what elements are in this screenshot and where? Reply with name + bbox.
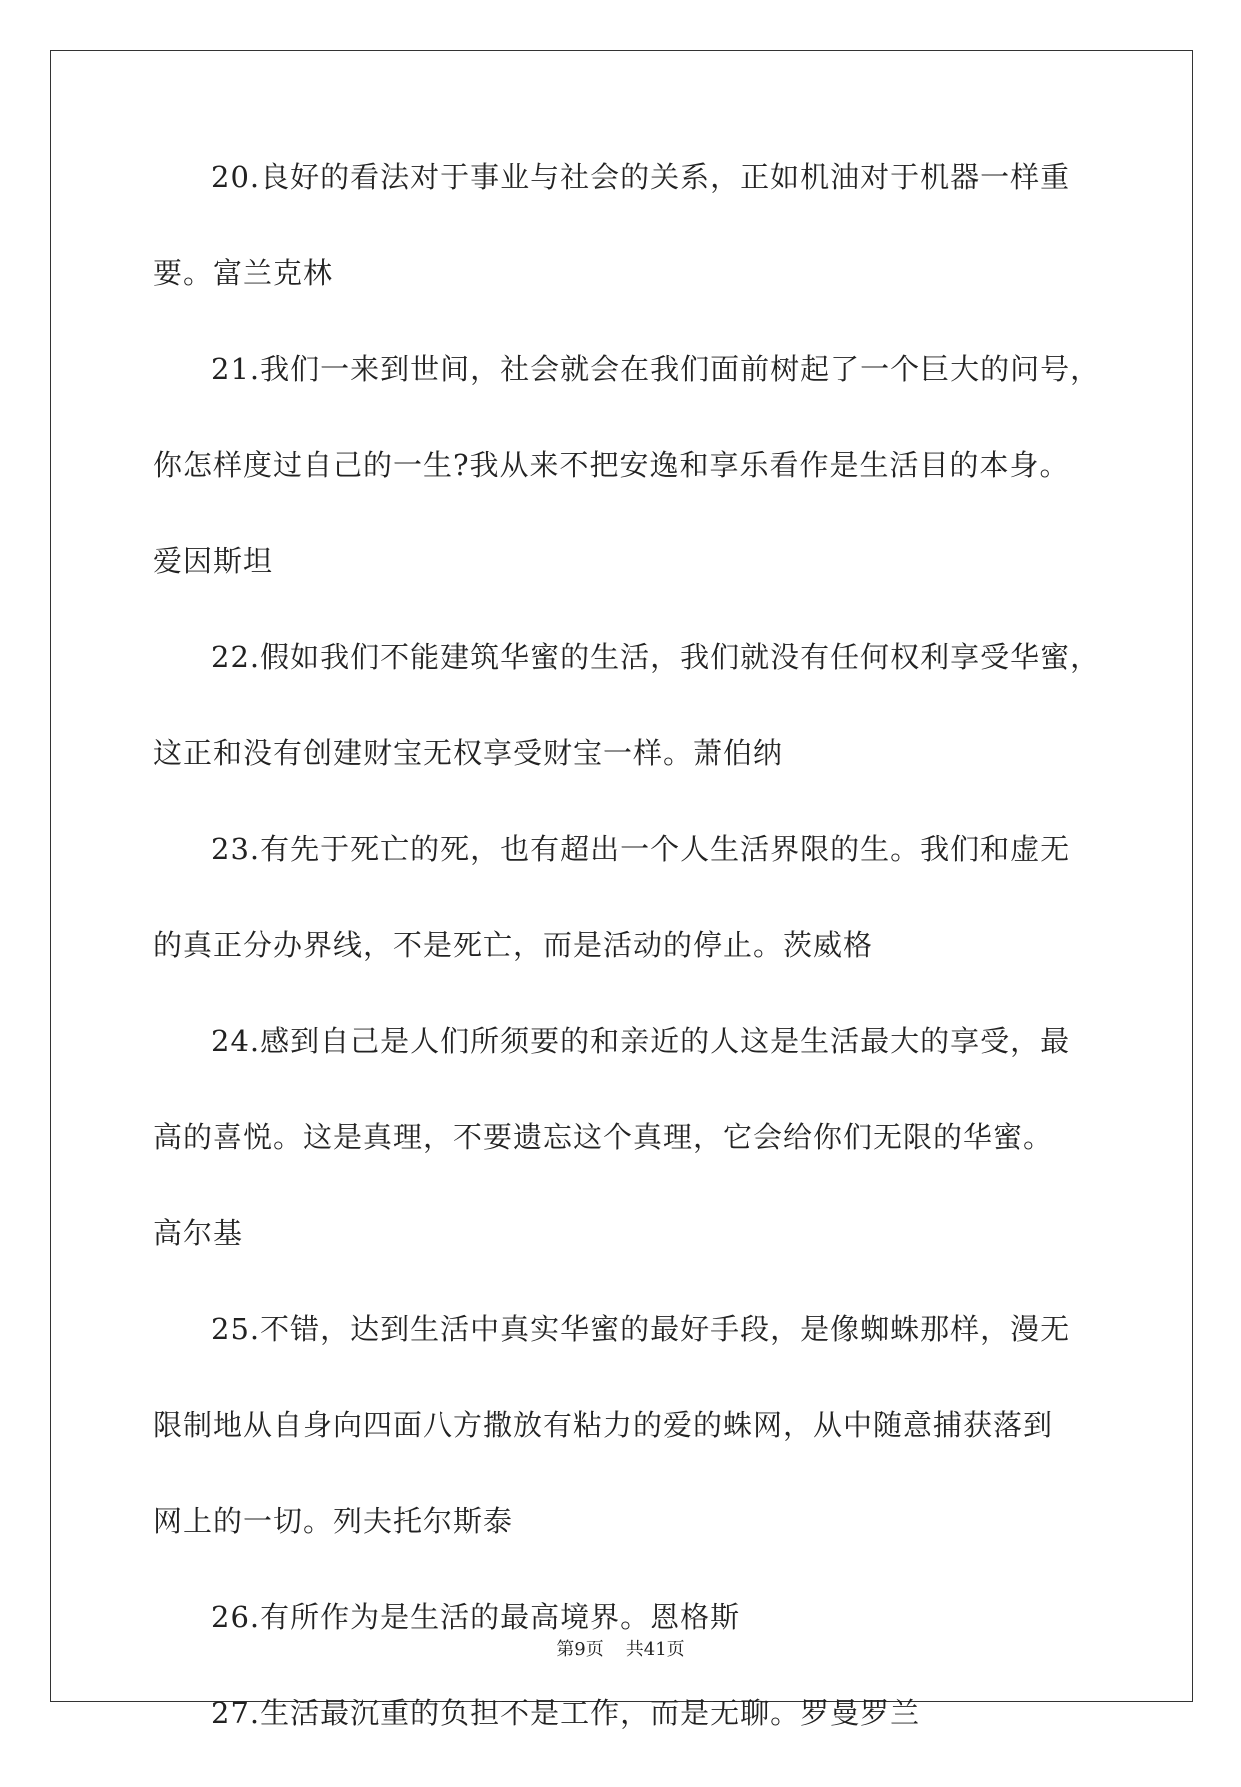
text-line: 22.假如我们不能建筑华蜜的生活，我们就没有任何权利享受华蜜， xyxy=(211,640,1101,674)
text-line: 20.良好的看法对于事业与社会的关系，正如机油对于机器一样重 xyxy=(211,160,1071,194)
text-line: 这正和没有创建财宝无权享受财宝一样。萧伯纳 xyxy=(153,736,784,770)
text-line: 高尔基 xyxy=(153,1216,244,1250)
page-total: 共41页 xyxy=(625,1639,685,1660)
text-line: 27.生活最沉重的负担不是工作，而是无聊。罗曼罗兰 xyxy=(211,1696,921,1730)
document-body xyxy=(153,155,1101,1787)
text-line: 网上的一切。列夫托尔斯泰 xyxy=(153,1504,514,1538)
text-line: 的真正分办界线，不是死亡，而是活动的停止。茨威格 xyxy=(153,928,874,962)
text-line: 限制地从自身向四面八方撒放有粘力的爱的蛛网，从中随意捕获落到 xyxy=(153,1408,1054,1442)
page-number: 第9页 xyxy=(556,1639,604,1660)
text-line: 24.感到自己是人们所须要的和亲近的人这是生活最大的享受，最 xyxy=(211,1024,1071,1058)
text-line: 爱因斯坦 xyxy=(153,544,274,578)
text-line: 23.有先于死亡的死，也有超出一个人生活界限的生。我们和虚无 xyxy=(211,832,1071,866)
text-line: 21.我们一来到世间，社会就会在我们面前树起了一个巨大的问号， xyxy=(211,352,1101,386)
page-footer xyxy=(0,1635,1241,1661)
text-line: 26.有所作为是生活的最高境界。恩格斯 xyxy=(211,1600,741,1634)
text-line: 25.不错，达到生活中真实华蜜的最好手段，是像蜘蛛那样，漫无 xyxy=(211,1312,1071,1346)
text-line: 高的喜悦。这是真理，不要遗忘这个真理，它会给你们无限的华蜜。 xyxy=(153,1120,1054,1154)
text-line: 你怎样度过自己的一生?我从来不把安逸和享乐看作是生活目的本身。 xyxy=(153,448,1070,482)
text-line: 要。富兰克林 xyxy=(153,256,334,290)
